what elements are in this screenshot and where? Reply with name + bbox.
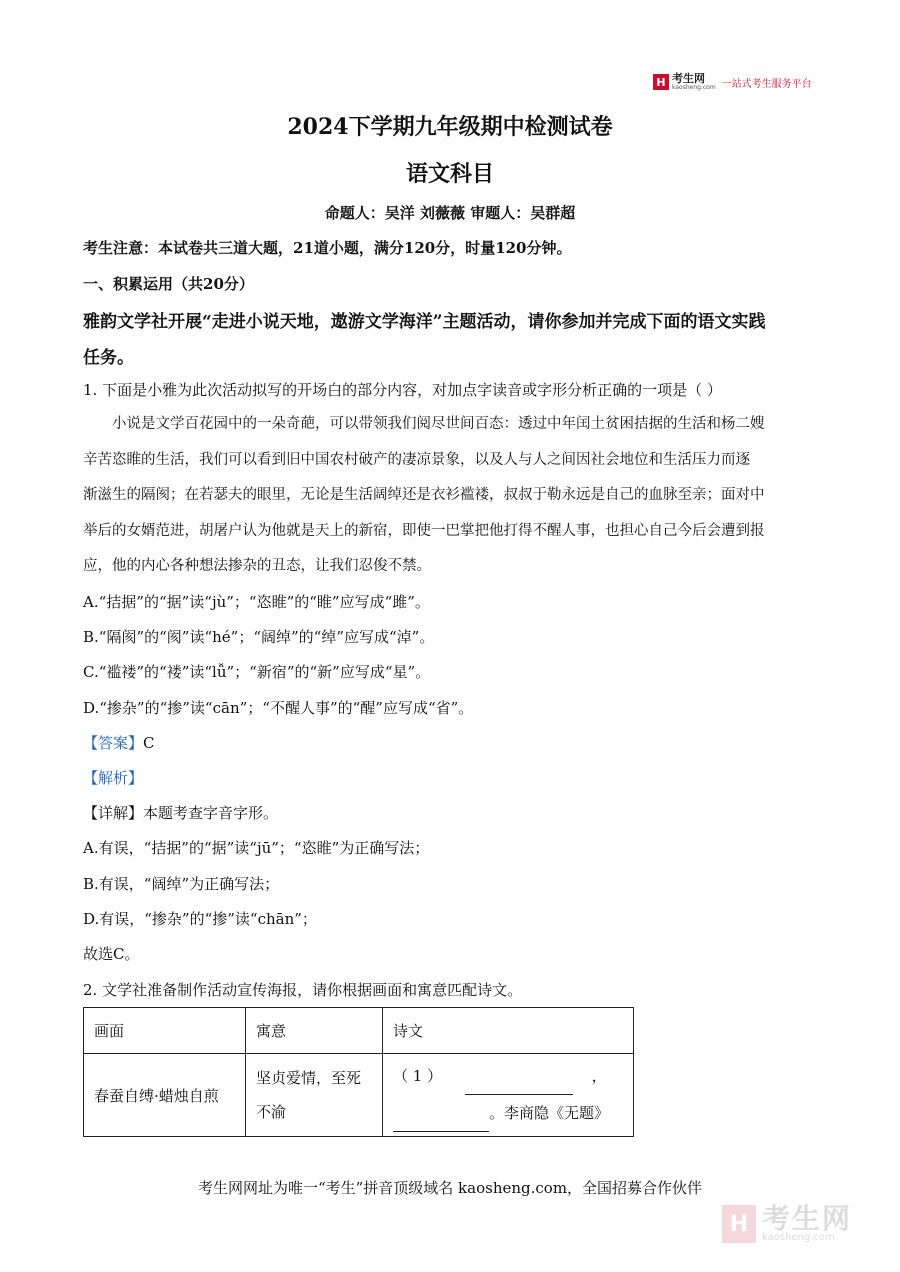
watermark-logo-icon: H <box>722 1205 756 1243</box>
poem-blank-label: （ 1 ） <box>393 1067 443 1085</box>
subject-title: 语文科目 <box>405 161 494 187</box>
exam-title: 2024下学期九年级期中检测试卷 <box>287 114 613 140</box>
cell-meaning: 坚贞爱情，至死不渝 <box>246 1054 383 1137</box>
cell-poem <box>383 1054 634 1137</box>
poem-blank-1[interactable] <box>465 1058 573 1095</box>
watermark-name: 考生网 <box>762 1202 853 1235</box>
cell-scene: 春蚕自缚·蜡烛自煎 <box>84 1054 246 1137</box>
logo-slogan: 一站式考生服务平台 <box>721 78 812 90</box>
question-1-stem: 1. 下面是小雅为此次活动拟写的开场白的部分内容，对加点字读音或字形分析正确的一项是（ ） <box>83 381 722 399</box>
final-choice: 故选C。 <box>83 945 140 963</box>
header-poem: 诗文 <box>383 1008 634 1054</box>
answer-value: C <box>143 734 155 752</box>
logo-domain: kaosheng.com <box>672 84 716 91</box>
table-row <box>84 1054 634 1137</box>
table-header-row <box>84 1008 634 1054</box>
poem-separator: ， <box>591 1067 607 1085</box>
explanation-d: D.有误，“掺杂”的“掺”读“chān”； <box>83 910 317 928</box>
section-heading: 一、积累运用（共20分） <box>83 275 254 293</box>
kaosheng-watermark <box>722 1202 853 1243</box>
explanation-a: A.有误，“拮据”的“据”读“jū”；“恣睢”为正确写法； <box>83 839 430 857</box>
poem-matching-table <box>83 1007 634 1137</box>
option-c: C.“褴褛”的“褛”读“lǚ”；“新宿”的“新”应写成“星”。 <box>83 663 431 681</box>
explanation-b: B.有误，“阔绰”为正确写法； <box>83 875 280 893</box>
poem-blank-2[interactable] <box>393 1095 489 1132</box>
header-scene: 画面 <box>84 1008 246 1054</box>
logo-name: 考生网 <box>672 72 705 85</box>
passage-line: 小说是文学百花园中的一朵奇葩，可以带领我们阅尽世间百态：透过中年闰土贫困拮据的生活和杨二嫂 <box>112 416 765 432</box>
watermark-text <box>762 1202 853 1243</box>
answer-line <box>83 732 155 753</box>
poem-source: 。李商隐《无题》 <box>489 1104 610 1122</box>
passage-line: 应，他的内心各种想法掺杂的丑态，让我们忍俊不禁。 <box>83 558 431 574</box>
authors-line: 命题人：吴洋 刘薇薇 审题人：吴群超 <box>324 204 576 222</box>
watermark-domain: kaosheng.com <box>762 1232 835 1243</box>
exam-notice: 考生注意：本试卷共三道大题，21道小题，满分120分，时量120分钟。 <box>83 239 572 257</box>
detail-text: 本题考查字音字形。 <box>143 804 279 822</box>
kaosheng-logo[interactable] <box>653 73 812 91</box>
option-b: B.“隔阂”的“阂”读“hé”；“阔绰”的“绰”应写成“淖”。 <box>83 628 435 646</box>
task-intro-line-2: 任务。 <box>83 348 134 368</box>
question-1-passage <box>83 407 823 585</box>
passage-line: 举后的女婿范进，胡屠户认为他就是天上的新宿，即使一巴掌把他打得不醒人事，也担心自己今后会遭到报 <box>83 522 765 539</box>
header-meaning: 寓意 <box>246 1008 383 1054</box>
option-d: D.“掺杂”的“掺”读“cān”；“不醒人事”的“醒”应写成“省”。 <box>83 699 474 717</box>
detail-line <box>83 802 278 823</box>
detail-tag: 【详解】 <box>83 804 144 822</box>
option-a: A.“拮据”的“据”读“jù”；“恣睢”的“睢”应写成“雎”。 <box>83 593 430 611</box>
passage-line: 渐滋生的隔阂；在若瑟夫的眼里，无论是生活阔绰还是衣衫褴褛，叔叔于勒永远是自己的血脉至亲；面对中 <box>83 487 765 503</box>
kaosheng-logo-icon: H <box>653 74 669 90</box>
analysis-tag: 【解析】 <box>83 769 144 787</box>
question-2-stem: 2. 文学社准备制作活动宣传海报，请你根据画面和寓意匹配诗文。 <box>83 981 523 999</box>
passage-line: 辛苦恣睢的生活，我们可以看到旧中国农村破产的凄凉景象，以及人与人之间因社会地位和生活压力而逐 <box>83 451 750 468</box>
logo-text <box>672 73 716 91</box>
page-footer: 考生网网址为唯一“考生”拼音顶级域名 kaosheng.com，全国招募合作伙伴 <box>197 1179 703 1197</box>
answer-tag: 【答案】 <box>83 734 144 752</box>
task-intro-line-1: 雅韵文学社开展“走进小说天地，遨游文学海洋”主题活动，请你参加并完成下面的语文实践 <box>83 312 766 332</box>
